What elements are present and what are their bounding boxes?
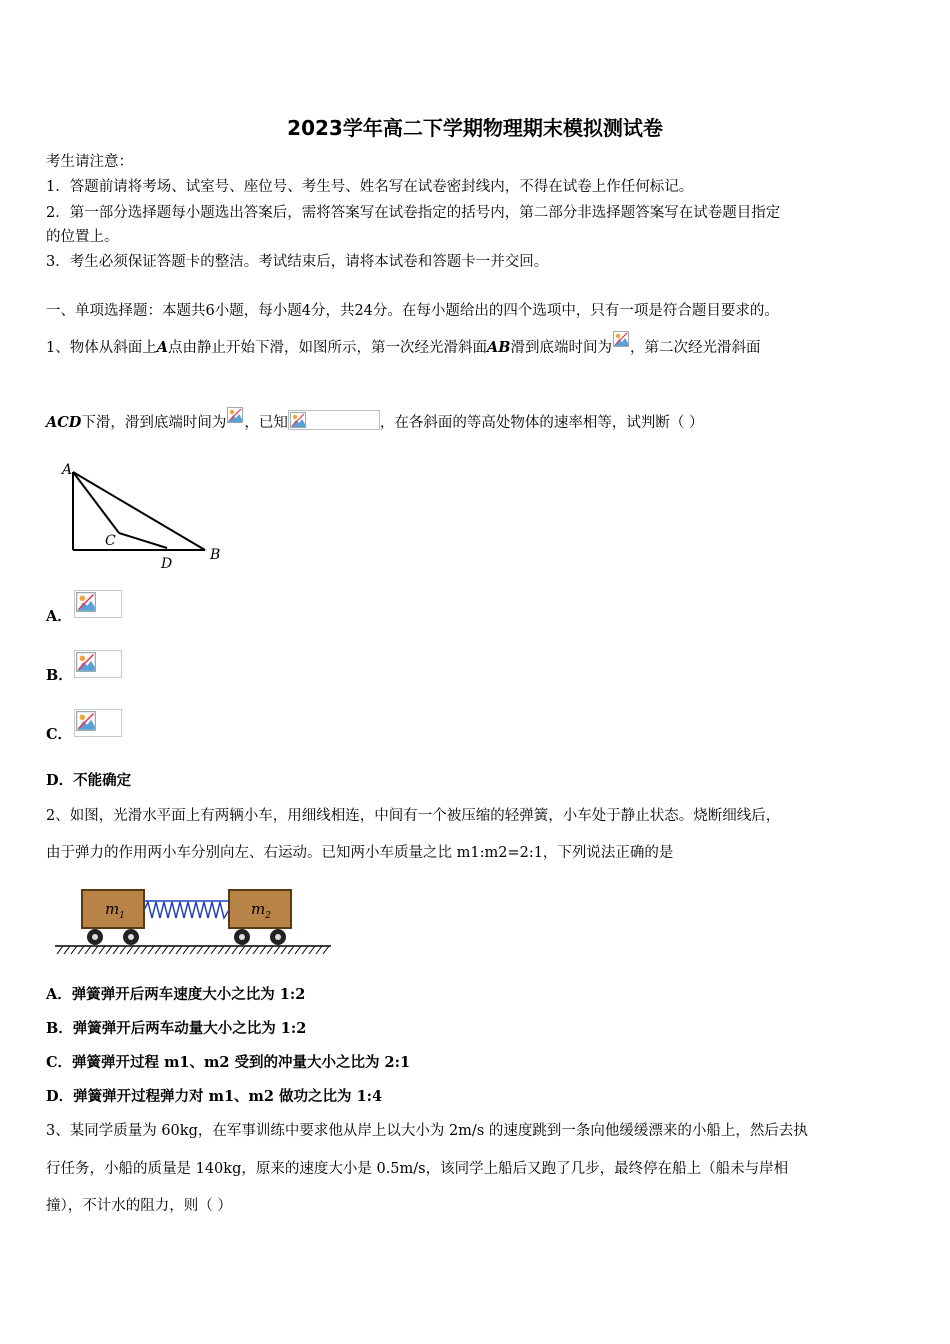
point-d-label: D (161, 556, 173, 572)
q1-text: ，在各斜面的等高处物体的速率相等，试判断（ ） (379, 415, 704, 431)
incline-figure (55, 458, 235, 573)
ground-hatch (57, 946, 329, 954)
q2-option-c: C．弹簧弹开过程 m1、m2 受到的冲量大小之比为 2:1 (46, 1054, 411, 1071)
option-d (46, 771, 131, 791)
m2-label-sub: 2 (265, 911, 271, 921)
wheel (87, 929, 103, 945)
q2-option-b: B．弹簧弹开后两车动量大小之比为 1:2 (46, 1020, 307, 1037)
question-1-line-1 (46, 338, 761, 358)
question-2-line-2: 由于弹力的作用两小车分别向左、右运动。已知两小车质量之比 m1:m2=2:1，下列说法正确的是 (46, 845, 674, 861)
section-heading: 一、单项选择题：本题共6小题，每小题4分，共24分。在每小题给出的四个选项中，只有一项是符合题目要求的。 (46, 303, 779, 319)
notice-item: 3．考生必须保证答题卡的整洁。考试结束后，请将本试卷和答题卡一并交回。 (46, 254, 549, 270)
broken-image-icon (76, 711, 96, 731)
option-c-label: C． (46, 726, 73, 743)
formula-image (612, 330, 630, 350)
wheel (123, 929, 139, 945)
q2-option-d: D．弹簧弹开过程弹力对 m1、m2 做功之比为 1:4 (46, 1088, 383, 1105)
formula-image (288, 410, 380, 430)
question-3-line-1: 3、某同学质量为 60kg，在军事训练中要求他从岸上以大小为 2m/s 的速度跳到一条向他缓缓漂来的小船上，然后去执 (46, 1123, 808, 1139)
option-b-image (74, 650, 122, 678)
wheel (234, 929, 250, 945)
q1-text: 点由静止开始下滑，如图所示，第一次经光滑斜面 (168, 340, 487, 356)
q1-slope-ab: AB (487, 339, 511, 356)
notice-item: 2．第一部分选择题每小题选出答案后，需将答案写在试卷指定的括号内，第二部分非选择题答案写在试卷题目指定 (46, 205, 781, 221)
formula-image (226, 406, 244, 428)
question-1-line-2 (46, 412, 703, 434)
q1-text: 下滑，滑到底端时间为 (81, 415, 227, 431)
m1-label-main: m (105, 900, 120, 918)
page-title: 2023学年高二下学期物理期末模拟测试卷 (287, 116, 663, 140)
spring (144, 902, 229, 918)
question-2-line-1: 2、如图，光滑水平面上有两辆小车，用细线相连，中间有一个被压缩的轻弹簧，小车处于静止状态。烧断细线后， (46, 808, 781, 824)
m1-label-sub: 1 (119, 911, 125, 921)
broken-image-icon (76, 652, 96, 672)
wheel (270, 929, 286, 945)
broken-image-icon (76, 592, 96, 612)
q1-text: 滑到底端时间为 (510, 340, 613, 356)
option-d-text: D．不能确定 (46, 772, 132, 789)
q1-point-a: A (156, 339, 168, 356)
point-c-label: C (105, 533, 116, 549)
carts-figure (55, 885, 335, 960)
slope-ac (73, 472, 119, 533)
broken-image-icon (613, 331, 629, 347)
q1-slope-acd: ACD (46, 414, 82, 431)
question-3-line-2: 行任务，小船的质量是 140kg，原来的速度大小是 0.5m/s，该同学上船后又跑了几步，最终停在船上（船未与岸相 (46, 1161, 789, 1177)
broken-image-icon (290, 412, 306, 428)
broken-image-icon (227, 407, 243, 423)
point-a-label: A (62, 462, 73, 478)
q1-text: ，已知 (244, 415, 288, 431)
q1-text: ，第二次经光滑斜面 (630, 340, 761, 356)
notice-item: 的位置上。 (46, 229, 119, 245)
option-a-label: A． (46, 608, 72, 625)
notice-heading: 考生请注意： (46, 154, 133, 170)
q2-option-a: A．弹簧弹开后两车速度大小之比为 1:2 (46, 986, 306, 1003)
notice-item: 1．答题前请将考场、试室号、座位号、考生号、姓名写在试卷密封线内，不得在试卷上作任何标记。 (46, 179, 694, 195)
option-b-label: B． (46, 667, 73, 684)
m2-label-main: m (251, 900, 266, 918)
option-c-image (74, 709, 122, 737)
question-3-line-3: 撞），不计水的阻力，则（ ） (46, 1198, 232, 1214)
slope-cd (119, 533, 167, 548)
point-b-label: B (210, 547, 221, 563)
option-a-image (74, 590, 122, 618)
q1-text: 1、物体从斜面上 (46, 340, 157, 356)
